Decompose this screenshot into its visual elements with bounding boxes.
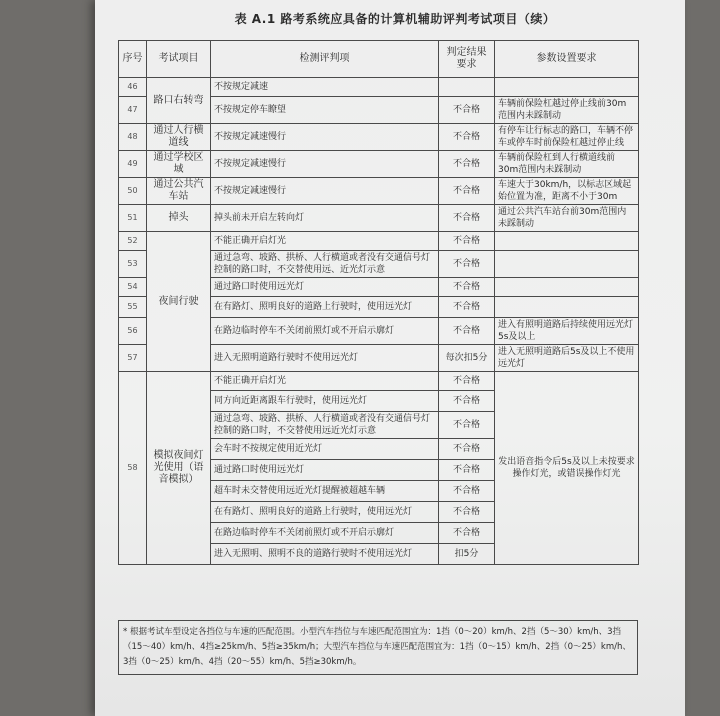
result-cell: 不合格 [439, 412, 495, 439]
row-no: 57 [119, 345, 147, 372]
check-item: 会车时不按规定使用近光灯 [211, 439, 439, 460]
result-cell: 不合格 [439, 502, 495, 523]
check-item: 在有路灯、照明良好的道路上行驶时，使用远光灯 [211, 297, 439, 318]
result-cell: 不合格 [439, 205, 495, 232]
param-cell: 通过公共汽车站台前30m范围内未踩制动 [495, 205, 639, 232]
check-item: 通过急弯、坡路、拱桥、人行横道或者没有交通信号灯控制的路口时，不交替使用远、近光灯示意 [211, 251, 439, 278]
param-cell [495, 251, 639, 278]
result-cell: 不合格 [439, 278, 495, 297]
row-no: 56 [119, 318, 147, 345]
row-no: 50 [119, 178, 147, 205]
check-item: 不按规定减速慢行 [211, 178, 439, 205]
result-cell: 不合格 [439, 178, 495, 205]
check-item: 掉头前未开启左转向灯 [211, 205, 439, 232]
check-item: 通过急弯、坡路、拱桥、人行横道或者没有交通信号灯控制的路口时，不交替使用远近光灯示意 [211, 412, 439, 439]
row-no: 58 [119, 372, 147, 565]
result-cell: 不合格 [439, 297, 495, 318]
header-no: 序号 [119, 41, 147, 78]
result-cell: 不合格 [439, 151, 495, 178]
check-item: 进入无照明道路行驶时不使用远光灯 [211, 345, 439, 372]
item-crosswalk: 通过人行横道线 [147, 124, 211, 151]
result-cell: 不合格 [439, 481, 495, 502]
param-cell: 车辆前保险杠到人行横道线前30m范围内未踩制动 [495, 151, 639, 178]
result-cell: 不合格 [439, 523, 495, 544]
row-no: 55 [119, 297, 147, 318]
exam-items-table [118, 40, 639, 565]
result-cell: 不合格 [439, 318, 495, 345]
param-cell: 车速大于30km/h，以标志区域起始位置为准，距离不小于30m [495, 178, 639, 205]
param-cell: 有停车让行标志的路口，车辆不停车或停车时前保险杠越过停止线 [495, 124, 639, 151]
item-right-turn: 路口右转弯 [147, 78, 211, 124]
check-item: 进入无照明、照明不良的道路行驶时不使用远光灯 [211, 544, 439, 565]
result-cell: 不合格 [439, 439, 495, 460]
row-no: 46 [119, 78, 147, 97]
table-row [119, 205, 639, 232]
header-param: 参数设置要求 [495, 41, 639, 78]
result-cell: 不合格 [439, 251, 495, 278]
param-cell: 进入有照明道路后持续使用远光灯5s及以上 [495, 318, 639, 345]
check-item: 在路边临时停车不关闭前照灯或不开启示廓灯 [211, 318, 439, 345]
row-no: 49 [119, 151, 147, 178]
header-result: 判定结果要求 [439, 41, 495, 78]
check-item: 不能正确开启灯光 [211, 232, 439, 251]
item-bus-stop: 通过公共汽车站 [147, 178, 211, 205]
param-cell: 车辆前保险杠越过停止线前30m范围内未踩制动 [495, 97, 639, 124]
check-item: 不按规定减速 [211, 78, 439, 97]
param-cell [495, 78, 639, 97]
param-cell: 发出语音指令后5s及以上未按要求操作灯光，或错误操作灯光 [495, 372, 639, 565]
check-item: 超车时未交替使用远近光灯提醒被超越车辆 [211, 481, 439, 502]
header-item: 考试项目 [147, 41, 211, 78]
row-no: 51 [119, 205, 147, 232]
check-item: 不按规定减速慢行 [211, 151, 439, 178]
check-item: 同方向近距离跟车行驶时，使用远光灯 [211, 391, 439, 412]
table-row [119, 232, 639, 251]
result-cell: 扣5分 [439, 544, 495, 565]
check-item: 通过路口时使用远光灯 [211, 460, 439, 481]
table-row [119, 124, 639, 151]
result-cell: 不合格 [439, 124, 495, 151]
check-item: 不按规定减速慢行 [211, 124, 439, 151]
param-cell [495, 232, 639, 251]
param-cell: 进入无照明道路后5s及以上不使用远光灯 [495, 345, 639, 372]
check-item: 在路边临时停车不关闭前照灯或不开启示廓灯 [211, 523, 439, 544]
item-night-light-simulation: 模拟夜间灯光使用（语音模拟） [147, 372, 211, 565]
result-cell: 不合格 [439, 391, 495, 412]
result-cell: 不合格 [439, 232, 495, 251]
row-no: 47 [119, 97, 147, 124]
table-footnote: * 根据考试车型设定各挡位与车速的匹配范围。小型汽车挡位与车速匹配范围宜为：1挡（0～20）km/h、2挡（5～30）km/h、3挡（15～40）km/h、4挡≥25km/h、5挡≥35km/h；大型汽车挡位与车速匹配范围宜为：1挡（0～15）km/h、2挡（0～25）km/h、3挡（0～25）km/h、4挡（20～55）km/h、5挡≥30km/h。 [118, 620, 638, 675]
table-row [119, 151, 639, 178]
item-school-zone: 通过学校区域 [147, 151, 211, 178]
check-item: 不按规定停车瞭望 [211, 97, 439, 124]
row-no: 48 [119, 124, 147, 151]
table-row [119, 372, 639, 391]
check-item: 不能正确开启灯光 [211, 372, 439, 391]
check-item: 通过路口时使用远光灯 [211, 278, 439, 297]
result-cell [439, 78, 495, 97]
item-night-driving: 夜间行驶 [147, 232, 211, 372]
param-cell [495, 278, 639, 297]
result-cell: 不合格 [439, 97, 495, 124]
table-row [119, 178, 639, 205]
header-check: 检测评判项 [211, 41, 439, 78]
result-cell: 不合格 [439, 372, 495, 391]
page-title: 表 A.1 路考系统应具备的计算机辅助评判考试项目（续） [234, 12, 556, 26]
check-item: 在有路灯、照明良好的道路上行驶时，使用远光灯 [211, 502, 439, 523]
table-row [119, 78, 639, 97]
item-u-turn: 掉头 [147, 205, 211, 232]
row-no: 53 [119, 251, 147, 278]
param-cell [495, 297, 639, 318]
table-header-row [119, 41, 639, 78]
row-no: 54 [119, 278, 147, 297]
row-no: 52 [119, 232, 147, 251]
result-cell: 不合格 [439, 460, 495, 481]
result-cell: 每次扣5分 [439, 345, 495, 372]
